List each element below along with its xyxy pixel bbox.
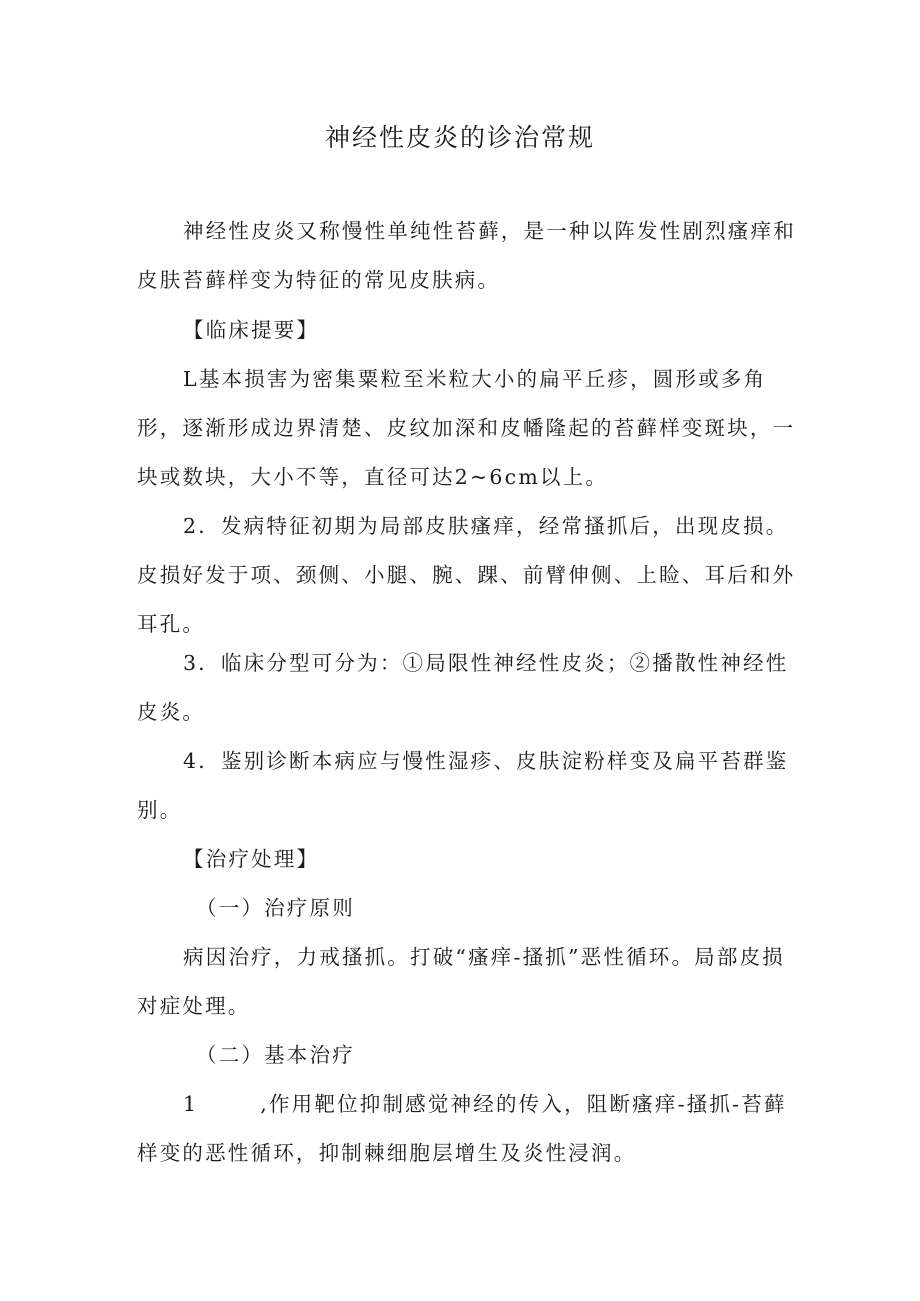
basic-item-1 xyxy=(137,1080,797,1178)
principle-heading: （一）治疗原则 xyxy=(196,896,355,920)
clinical-heading: 【临床提要】 xyxy=(183,318,320,342)
intro-paragraph: 神经性皮炎又称慢性单纯性苔藓，是一种以阵发性剧烈瘙痒和皮肤苔藓样变为特征的常见皮肤病。 xyxy=(137,219,796,292)
document-title: 神经性皮炎的诊治常规 xyxy=(324,123,595,152)
clinical-item-3: 3．临床分型可分为：①局限性神经性皮炎；②播散性神经性皮炎。 xyxy=(137,651,789,724)
treatment-heading: 【治疗处理】 xyxy=(183,847,320,871)
basic-item-text: ,作用靶位抑制感觉神经的传入，阻断瘙痒-搔抓-苔藓样变的恶性循环，抑制棘细胞层增生及炎性浸润。 xyxy=(137,1092,787,1165)
clinical-item-4: 4．鉴别诊断本病应与慢性湿疹、皮肤淀粉样变及扁平苔群鉴别。 xyxy=(137,749,789,822)
principle-paragraph: 病因治疗，力戒搔抓。打破“瘙痒-搔抓”恶性循环。局部皮损对症处理。 xyxy=(137,945,785,1018)
clinical-item-2: 2．发病特征初期为局部皮肤瘙痒，经常搔抓后，出现皮损。皮损好发于项、颈侧、小腿、腕、踝、前臂伸侧、上睑、耳后和外耳孔。 xyxy=(137,514,796,636)
basic-item-number: 1 xyxy=(183,1092,199,1116)
clinical-item-1: L基本损害为密集粟粒至米粒大小的扁平丘疹，圆形或多角形，逐渐形成边界清楚、皮纹加深和皮幡隆起的苔藓样变斑块，一块或数块，大小不等，直径可达2~6cm以上。 xyxy=(137,367,796,489)
basic-heading: （二）基本治疗 xyxy=(196,1043,355,1067)
